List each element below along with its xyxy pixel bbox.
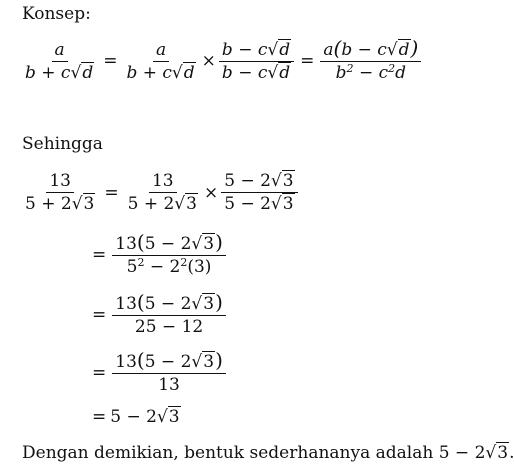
- conclusion-sentence: Dengan demikian, bentuk sederhananya adalah 5 − 2 √ 3 .: [22, 443, 514, 463]
- sqrt-symbol: √ d: [386, 40, 410, 60]
- step2-fraction: 13(5 − 2 √ 3 ) $5^2 - 2^2(3)$: [112, 232, 226, 278]
- sqrt-symbol: √ 3: [174, 194, 197, 214]
- equals-sign: =: [92, 245, 107, 265]
- concept-lhs-numerator: a: [52, 39, 68, 62]
- solution-step-5: [88, 406, 181, 428]
- times-sign: ×: [203, 182, 219, 203]
- sqrt-symbol: √ 3: [191, 294, 215, 314]
- sqrt-symbol: √ 3: [191, 234, 215, 254]
- sqrt-symbol: √ 3: [270, 194, 294, 214]
- times-sign: ×: [201, 51, 216, 71]
- concept-result-numerator: a(b − c √ d ): [320, 38, 421, 62]
- step3-fraction: 13(5 − 2 √ 3 ) 25 − 12: [112, 292, 226, 338]
- sqrt-symbol: √ 3: [71, 194, 95, 214]
- concept-conjugate-numerator: b − c √ d: [219, 39, 294, 62]
- sqrt-symbol: √ 3: [485, 443, 509, 463]
- heading-konsep: Konsep:: [22, 4, 91, 24]
- concept-conjugate-fraction: [219, 39, 294, 84]
- sqrt-symbol: √ d: [267, 39, 291, 60]
- sqrt-symbol: √ 3: [191, 352, 215, 372]
- sqrt-symbol: √ d: [171, 62, 195, 83]
- equals-sign: =: [300, 51, 315, 71]
- equals-sign: =: [103, 51, 118, 71]
- concept-lhs-fraction: [22, 39, 97, 84]
- step1-lhs-fraction: 13 5 + 2 √ 3: [25, 171, 95, 214]
- concept-mid-numerator: a: [153, 39, 169, 62]
- sqrt-symbol: √ 3: [156, 407, 180, 427]
- step4-fraction: 13(5 − 2 √ 3 ) 13: [112, 350, 226, 396]
- equals-sign: =: [92, 407, 107, 427]
- step1-conjugate-fraction: 5 − 2 √ 3 5 − 2 √ 3: [221, 170, 297, 215]
- final-value: 5 − 2 √ 3: [110, 407, 180, 427]
- concept-result-fraction: [320, 38, 421, 84]
- solution-step-1: [20, 170, 300, 215]
- solution-step-4: [88, 350, 228, 396]
- concept-lhs-denominator: b + c √ d: [25, 62, 94, 83]
- concept-mid-fraction: [123, 39, 198, 84]
- concept-formula: [20, 38, 423, 84]
- sqrt-symbol: √ 3: [270, 171, 294, 191]
- step1-mid-fraction: 13 5 + 2 √ 3: [127, 171, 197, 214]
- heading-sehingga: Sehingga: [22, 134, 103, 154]
- equals-sign: =: [104, 182, 119, 203]
- concept-mid-denominator: b + c √ d: [126, 62, 195, 83]
- equals-sign: =: [92, 363, 107, 383]
- sqrt-symbol: √ d: [70, 62, 94, 83]
- solution-step-3: [88, 292, 228, 338]
- sqrt-symbol: √ d: [267, 62, 291, 83]
- concept-conjugate-denominator: b − c √ d: [221, 62, 291, 83]
- equals-sign: =: [92, 305, 107, 325]
- solution-step-2: [88, 232, 228, 278]
- concept-result-denominator: $b^2 - c^2d$: [335, 62, 407, 83]
